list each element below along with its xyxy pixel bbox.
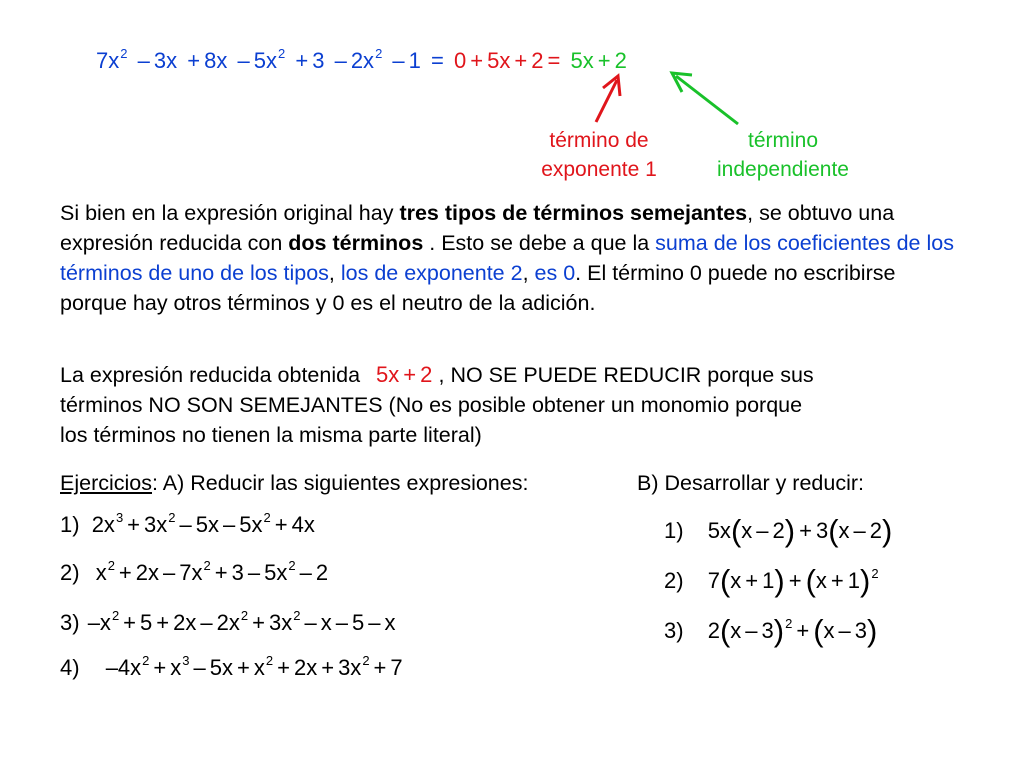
section-b-title: B) Desarrollar y reducir: [637,471,864,495]
equation-red-part: 0 + 5x + 2 = [454,48,561,73]
exercise-b3: 3) 2(x – 3)$^2$ + (x – 3) [664,613,878,648]
label-independent-term: término independiente [717,129,849,181]
section-a-title: : A) Reducir las siguientes expresiones: [152,471,529,495]
exercise-a1: 1) $2x^3 + 3x^2 - 5x - 5x^2 + 4x$ [60,510,315,537]
exercises-title: Ejercicios [60,471,152,495]
exercises-header [60,468,528,498]
paragraph2-line1: La expresión reducida obtenida 5x + 2 , NO SE PUEDE REDUCIR porque sus [60,362,814,387]
exercise-a3: 3) $-x^2 + 5 + 2x - 2x^2 + 3x^2 - x - 5 - x$ [60,608,396,635]
green-arrow [672,73,738,124]
equation-green-part: 5x + 2 [570,48,627,73]
exercise-b2: 2) $7(x + 1) + (x + 1)^2$ [664,563,879,598]
reduced-expression: 5x + 2 [376,362,433,387]
equation-blue-part: $7x^2 - 3x + 8x - 5x^2 + 3 - 2x^2 - 1$ = [96,46,444,73]
paragraph2-line2: términos NO SON SEMEJANTES (No es posible obtener un monomio porque [60,393,803,417]
exercise-a4: 4) $-4x^2 + x^3 - 5x + x^2 + 2x + 3x^2 + 7$ [60,653,403,680]
annotation-arrows [0,0,1024,200]
exercise-a2: 2) $x^2 + 2x - 7x^2 + 3 - 5x^2 - 2$ [60,558,329,585]
explanation-paragraph: Si bien en la expresión original hay tres tipos de términos semejantes, se obtuvo una expresión reducida con dos términos . Esto se debe a que la suma de los coeficientes de los términos de uno de los tipos, los de exponente 2, es 0. El término 0 puede no escribirse porque hay otros términos y 0 es el neutro de la adición. [60,201,954,315]
label-exponent-one: término de exponente 1 [541,129,657,181]
reduced-expression-paragraph [60,360,970,450]
red-arrow [596,76,620,122]
exercise-b1: 1) 5x(x – 2) + 3(x – 2) [664,513,893,548]
paragraph2-line3: los términos no tienen la misma parte literal) [60,423,482,447]
